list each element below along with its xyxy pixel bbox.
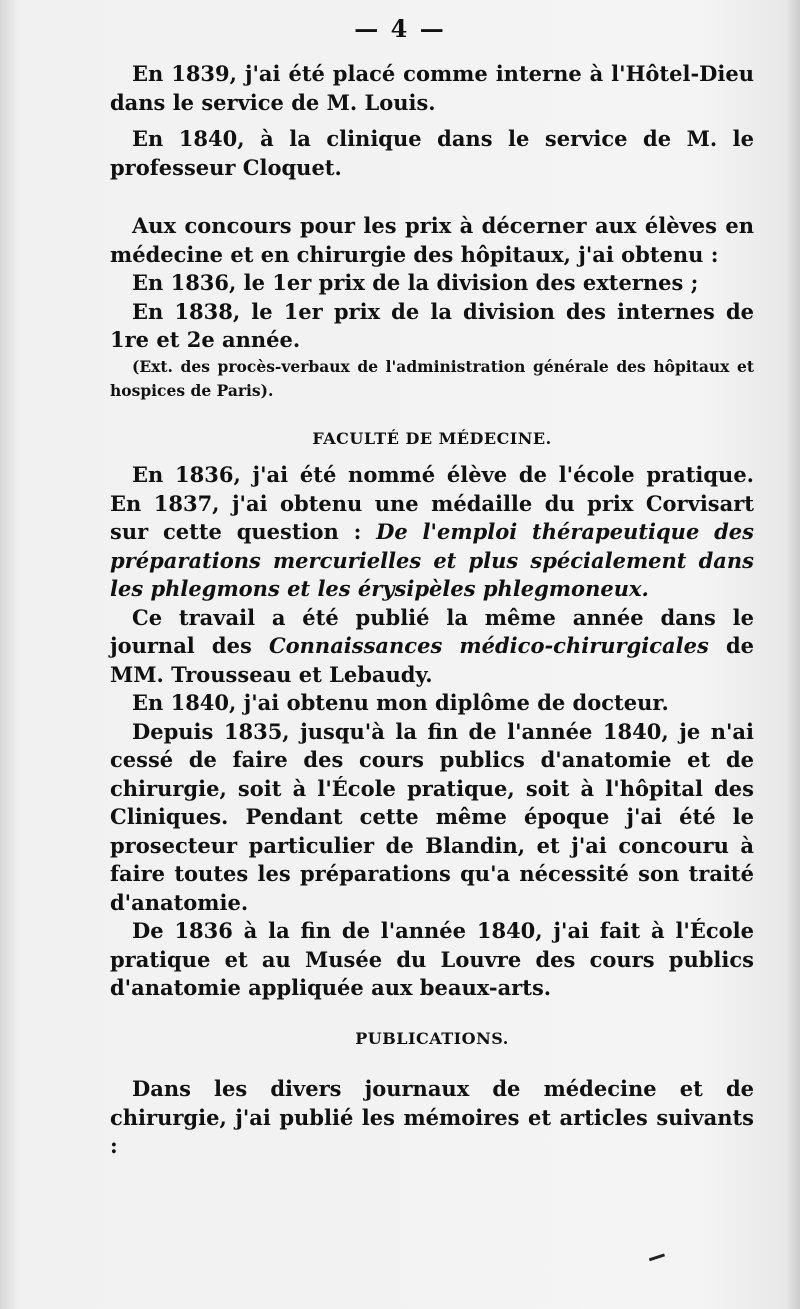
paragraph-publication-end: de MM. Trousseau et Lebaudy.: [110, 633, 754, 687]
paragraph-cours-publics: Depuis 1835, jusqu'à la fin de l'année 1840, je n'ai cessé de faire des cours publics d'anatomie et de chirurgie, soit à l'École pratique, soit à l'hôpital des Cliniques. Pendant cette même époque j'ai été le prosecteur particulier de Blandin, et j'ai concouru à faire toutes les préparations qu'a nécessité son traité d'anatomie.: [110, 718, 754, 915]
paragraph-1839: En 1839, j'ai été placé comme interne à l'Hôtel-Dieu dans le service de M. Louis.: [110, 61, 754, 115]
footnote-extract: (Ext. des procès-verbaux de l'administration générale des hôpitaux et hospices de Paris).: [110, 356, 754, 400]
paragraph-diplome: En 1840, j'ai obtenu mon diplôme de docteur.: [132, 690, 669, 715]
prize-question-title: De l'emploi thérapeutique des préparations mercurielles et plus spécialement dans les phlegmons et les érysipèles phlegmoneux.: [110, 519, 754, 601]
paragraph-beaux-arts: De 1836 à la fin de l'année 1840, j'ai fait à l'École pratique et au Musée du Louvre des cours publics d'anatomie appliquée aux beaux-arts.: [110, 918, 754, 1000]
journal-title: Connaissances médico-chirurgicales: [268, 633, 709, 658]
heading-faculte: FACULTÉ DE MÉDECINE.: [312, 428, 552, 448]
paragraph-prix-1836: En 1836, le 1er prix de la division des externes ;: [132, 270, 699, 295]
paragraph-1840-clinique: En 1840, à la clinique dans le service de M. le professeur Cloquet.: [110, 126, 754, 180]
paragraph-publication-text: Ce travail a été publié la même année dans le journal des: [110, 604, 754, 658]
page-number: — 4 —: [354, 14, 446, 43]
paragraph-ecole-pratique: [110, 461, 754, 604]
heading-publications: PUBLICATIONS.: [355, 1028, 509, 1048]
paragraph-concours: Aux concours pour les prix à décerner aux élèves en médecine et en chirurgie des hôpitaux, j'ai obtenu :: [110, 213, 754, 267]
paragraph-prix-1838: En 1838, le 1er prix de la division des internes de 1re et 2e année.: [110, 298, 754, 352]
ink-mark: [647, 1248, 665, 1262]
paragraph-journaux: Dans les divers journaux de médecine et de chirurgie, j'ai publié les mémoires et articles suivants :: [110, 1076, 754, 1158]
page-edge-shadow: [786, 0, 800, 1309]
paragraph-ecole-pratique-text: En 1836, j'ai été nommé élève de l'école pratique. En 1837, j'ai obtenu une médaille du prix Corvisart sur cette question :: [110, 462, 754, 544]
page-body: [110, 60, 754, 1161]
paragraph-publication: [110, 604, 754, 690]
